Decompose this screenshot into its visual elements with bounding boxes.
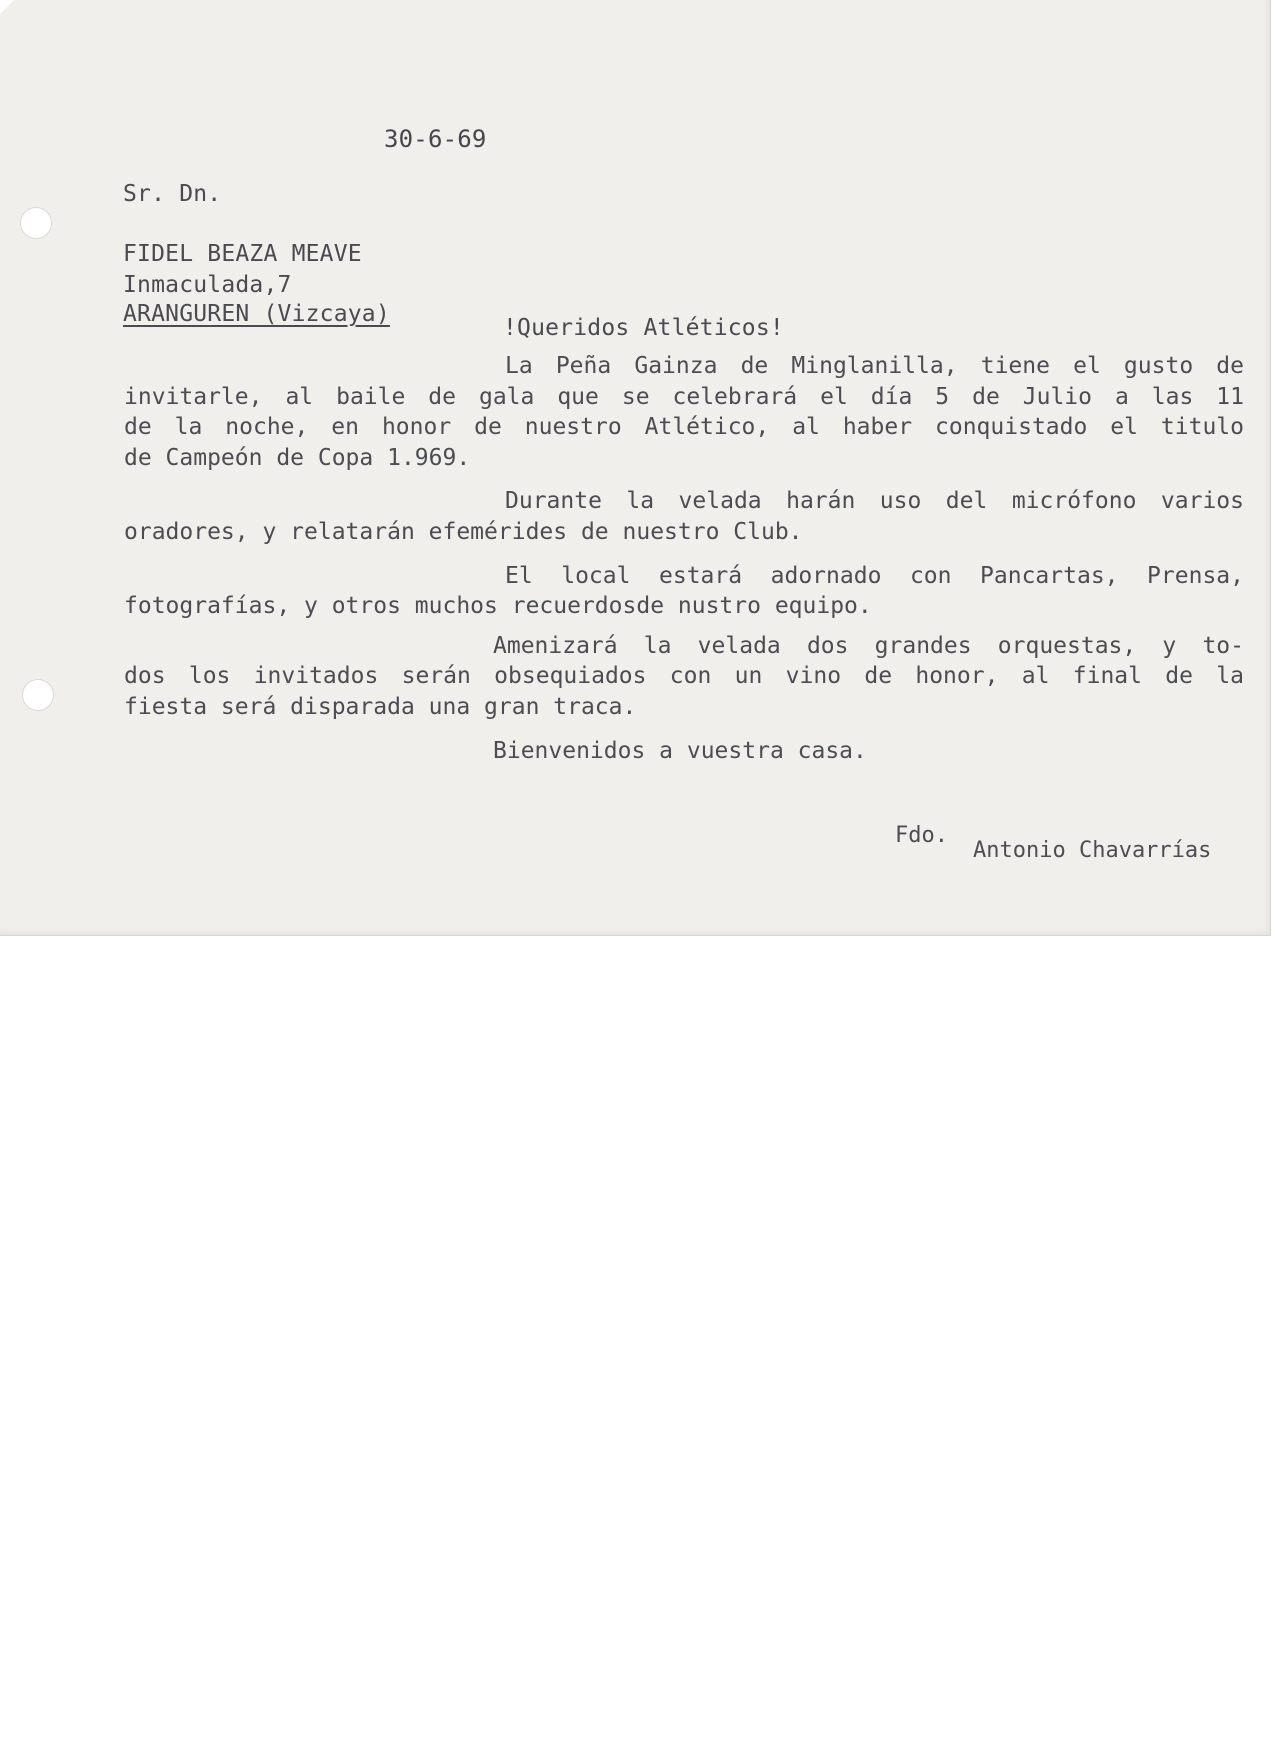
signature-name: Antonio Chavarrías bbox=[973, 838, 1212, 863]
paragraph-1-line-1: La Peña Gainza de Minglanilla, tiene el gusto de bbox=[505, 353, 1244, 379]
paragraph-1-line-4: de Campeón de Copa 1.969. bbox=[124, 445, 471, 471]
punch-hole-bottom bbox=[22, 679, 54, 711]
paragraph-3-line-1: El local estará adornado con Pancartas, Prensa, bbox=[505, 563, 1244, 589]
recipient-street: Inmaculada,7 bbox=[123, 272, 292, 298]
recipient-salutation: Sr. Dn. bbox=[123, 181, 222, 207]
letter-greeting: !Queridos Atléticos! bbox=[503, 315, 784, 341]
closing-line: Bienvenidos a vuestra casa. bbox=[493, 738, 867, 764]
paragraph-3-line-2: fotografías, y otros muchos recuerdosde nustro equipo. bbox=[124, 593, 872, 619]
paragraph-4-line-1: Amenizará la velada dos grandes orquestas, y to- bbox=[493, 633, 1244, 659]
paragraph-4-line-3: fiesta será disparada una gran traca. bbox=[124, 694, 637, 720]
recipient-name: FIDEL BEAZA MEAVE bbox=[123, 241, 362, 267]
paragraph-2-line-1: Durante la velada harán uso del micrófono varios bbox=[505, 488, 1244, 514]
paragraph-1-line-3: de la noche, en honor de nuestro Atlético, al haber conquistado el titulo bbox=[124, 414, 1244, 440]
folded-corner bbox=[0, 0, 14, 14]
signature-label: Fdo. bbox=[895, 823, 948, 848]
paragraph-2-line-2: oradores, y relatarán efemérides de nuestro Club. bbox=[124, 519, 803, 545]
paragraph-4-line-2: dos los invitados serán obsequiados con un vino de honor, al final de la bbox=[124, 663, 1244, 689]
paragraph-1-line-2: invitarle, al baile de gala que se celebrará el día 5 de Julio a las 11 bbox=[124, 384, 1244, 410]
recipient-city: ARANGUREN (Vizcaya) bbox=[123, 301, 390, 327]
letter-date: 30-6-69 bbox=[384, 125, 487, 153]
punch-hole-top bbox=[20, 207, 52, 239]
